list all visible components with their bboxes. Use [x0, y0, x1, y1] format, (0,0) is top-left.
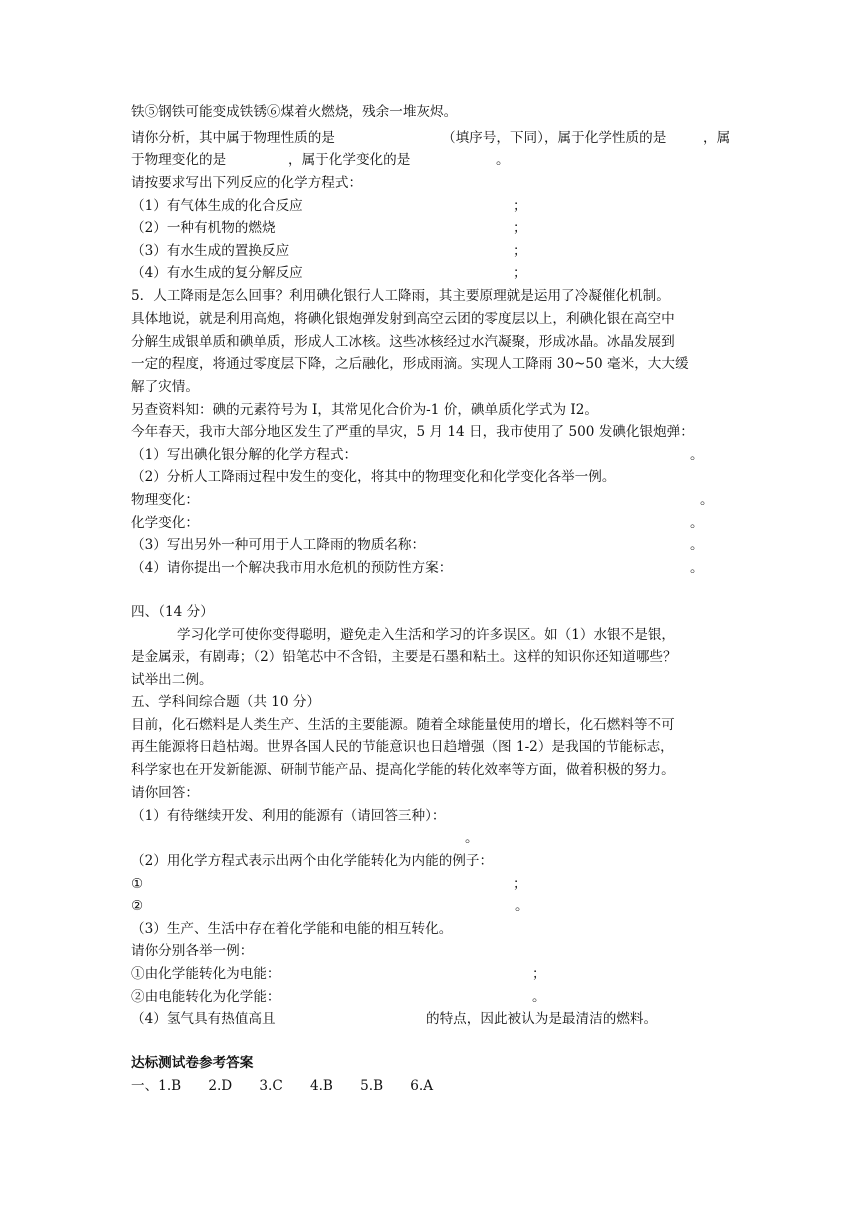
text-line: 请按要求写出下列反应的化学方程式： — [131, 175, 363, 191]
text-line: （3）有水生成的置换反应 — [131, 243, 290, 259]
text-line: 一定的程度，将通过零度层下降，之后融化，形成雨滴。实现人工降雨 30~50 毫米，大大缓 — [131, 356, 689, 372]
text-line: （4）氢气具有热值高且 — [131, 1011, 276, 1027]
text-line: ，属于化学变化的是 — [288, 152, 411, 168]
punctuation: ； — [513, 265, 527, 281]
punctuation: 。 — [690, 560, 704, 576]
text-line: 科学家也在开发新能源、研制节能产品、提高化学能的转化效率等方面，做着积极的努力。 — [131, 762, 675, 778]
answers-title: 达标测试卷参考答案 — [131, 1055, 254, 1071]
text-line: 请你分别各举一例： — [131, 943, 254, 959]
punctuation: 。 — [690, 537, 704, 553]
text-line: （2）用化学方程式表示出两个由化学能转化为内能的例子： — [131, 853, 494, 869]
punctuation: ； — [513, 220, 527, 236]
punctuation: 。 — [690, 515, 704, 531]
text-line: （3）生产、生活中存在着化学能和电能的相互转化。 — [131, 921, 453, 937]
text-line: （3）写出另外一种可用于人工降雨的物质名称： — [131, 537, 426, 553]
text-line: 解了灾情。 — [131, 379, 199, 395]
punctuation: ； — [513, 243, 527, 259]
text-line: ①由化学能转化为电能： — [131, 966, 281, 982]
text-line: （1）有待继续开发、利用的能源有（请回答三种）： — [131, 808, 446, 824]
section-heading: 四、（14 分） — [131, 604, 214, 620]
text-line: 是金属汞，有剧毒；（2）铅笔芯中不含铅，主要是石墨和粘土。这样的知识你还知道哪些？ — [131, 649, 677, 665]
text-line: 铁⑤钢铁可能变成铁锈⑥煤着火燃烧，残余一堆灰烬。 — [131, 104, 458, 120]
text-line: 今年春天，我市大部分地区发生了严重的旱灾，5 月 14 日，我市使用了 500 发碘化银炮弹： — [131, 424, 694, 440]
text-line: ① — [131, 876, 144, 892]
text-line: 。 — [496, 152, 510, 168]
text-line: （2）分析人工降雨过程中发生的变化，将其中的物理变化和化学变化各举一例。 — [131, 469, 616, 485]
punctuation: 。 — [690, 447, 704, 463]
text-line: 物理变化： — [131, 492, 199, 508]
text-line: 试举出二例。 — [131, 672, 213, 688]
text-line: 5．人工降雨是怎么回事？利用碘化银行人工降雨，其主要原理就是运用了冷凝催化机制。 — [131, 288, 670, 304]
text-line: 化学变化： — [131, 515, 199, 531]
punctuation: 。 — [700, 492, 714, 508]
text-line: 学习化学可使你变得聪明，避免走入生活和学习的许多误区。如（1）水银不是银， — [177, 627, 676, 643]
text-line: 再生能源将日趋枯竭。世界各国人民的节能意识也日趋增强（图 1-2）是我国的节能标志， — [131, 739, 674, 755]
punctuation: 。 — [465, 830, 479, 846]
text-line: （2）一种有机物的燃烧 — [131, 220, 276, 236]
text-line: （4）有水生成的复分解反应 — [131, 265, 303, 281]
punctuation: ； — [532, 966, 546, 982]
section-heading: 五、学科间综合题（共 10 分） — [131, 694, 321, 710]
punctuation: 。 — [515, 898, 529, 914]
text-line: 目前，化石燃料是人类生产、生活的主要能源。随着全球能量使用的增长，化石燃料等不可 — [131, 717, 675, 733]
text-line: 具体地说，就是利用高炮，将碘化银炮弹发射到高空云团的零度层以上，利碘化银在高空中 — [131, 311, 675, 327]
text-line: 的特点，因此被认为是最清洁的燃料。 — [426, 1011, 658, 1027]
text-line: ② — [131, 898, 144, 914]
text-line: （填序号，下同），属于化学性质的是 — [442, 130, 667, 146]
text-line: 请你分析，其中属于物理性质的是 — [131, 130, 335, 146]
text-line: 分解生成银单质和碘单质，形成人工冰核。这些冰核经过水汽凝聚，形成冰晶。冰晶发展到 — [131, 334, 675, 350]
text-line: （4）请你提出一个解决我市用水危机的预防性方案： — [131, 560, 453, 576]
text-line: 于物理变化的是 — [131, 152, 227, 168]
text-line: （1）有气体生成的化合反应 — [131, 198, 303, 214]
punctuation: ； — [513, 876, 527, 892]
text-line: 请你回答： — [131, 785, 199, 801]
text-line: （1）写出碘化银分解的化学方程式： — [131, 447, 358, 463]
punctuation: ； — [513, 198, 527, 214]
punctuation: 。 — [532, 989, 546, 1005]
text-line: ，属 — [703, 130, 731, 146]
answers-line: 一、1.B 2.D 3.C 4.B 5.B 6.A — [131, 1078, 434, 1094]
text-line: 另查资料知：碘的元素符号为 I，其常见化合价为-1 价，碘单质化学式为 I2。 — [131, 402, 598, 418]
text-line: ②由电能转化为化学能： — [131, 989, 281, 1005]
